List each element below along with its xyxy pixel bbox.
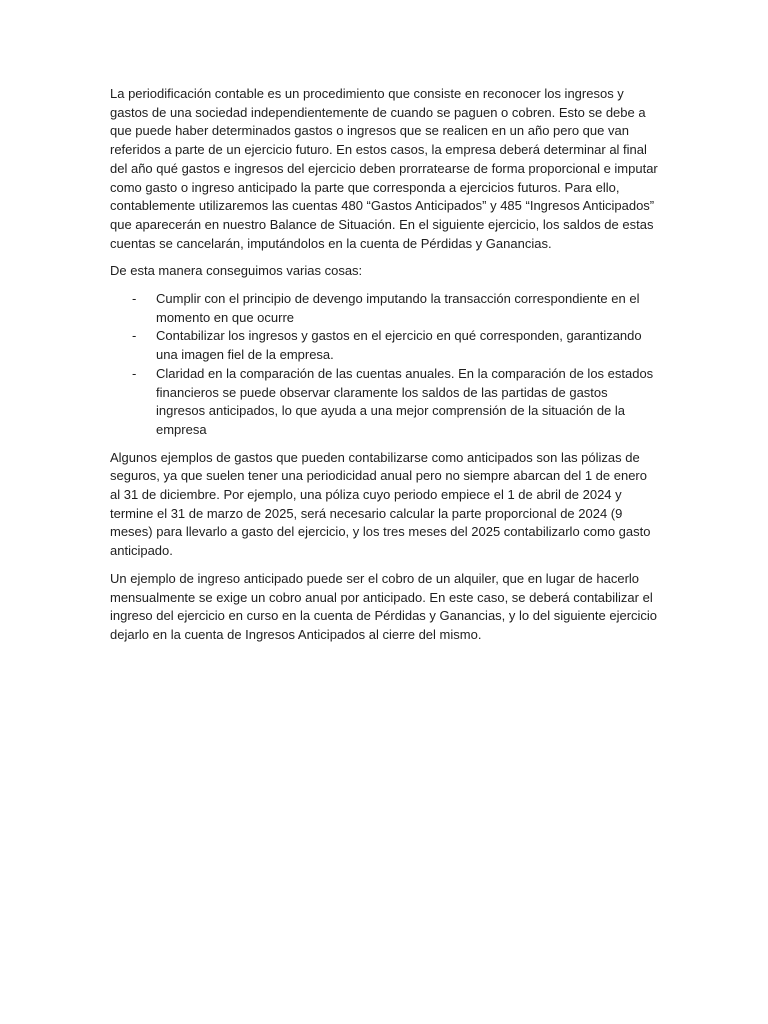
paragraph-gastos-example: Algunos ejemplos de gastos que pueden contabilizarse como anticipados son las pólizas de seguros, ya que suelen tener una periodicidad anual pero no siempre abarcan del 1 de enero al 31 de diciembre. Por ejemplo, una póliza cuyo periodo empiece el 1 de abril de 2024 y termine el 31 de marzo de 2025, será necesario calcular la parte proporcional de 2024 (9 meses) para llevarlo a gasto del ejercicio, y los tres meses del 2025 contabilizarlo como gasto anticipado. [110, 449, 651, 559]
list-item-text: Cumplir con el principio de devengo imputando la transacción correspondiente en el momento en que ocurre [156, 291, 640, 325]
bullet-dash: - [132, 291, 137, 307]
paragraph-lead: De esta manera conseguimos varias cosas: [110, 263, 363, 279]
paragraph-intro: La periodificación contable es un procedimiento que consiste en reconocer los ingresos y gastos de una sociedad independientemente de cuando se paguen o cobren. Esto se debe a que puede haber determinados gastos o ingresos que se realicen en un año pero que van referidos a parte de un ejercicio futuro. En estos casos, la empresa deberá determinar al final del año qué gastos e ingresos del ejercicio deben prorratearse de forma proporcional e imputar como gasto o ingreso anticipado la parte que corresponda a ejercicios futuros. Para ello, contablemente utilizaremos las cuentas 480 “Gastos Anticipados” y 485 “Ingresos Anticipados” que aparecerán en nuestro Balance de Situación. En el siguiente ejercicio, los saldos de estas cuentas se cancelarán, imputándolos en la cuenta de Pérdidas y Ganancias. [110, 86, 658, 251]
list-item-text: Contabilizar los ingresos y gastos en el ejercicio en qué corresponden, garantizando una imagen fiel de la empresa. [156, 328, 642, 363]
list-item [110, 365, 660, 440]
paragraph-ingreso-example: Un ejemplo de ingreso anticipado puede ser el cobro de un alquiler, que en lugar de hacerlo mensualmente se exige un cobro anual por anticipado. En este caso, se deberá contabilizar el ingreso del ejercicio en curso en la cuenta de Pérdidas y Ganancias, y lo del siguiente ejercicio dejarlo en la cuenta de Ingresos Anticipados al cierre del mismo. [110, 570, 658, 642]
bullet-list [110, 290, 660, 440]
list-item [110, 290, 660, 327]
list-item-text: Claridad en la comparación de las cuentas anuales. En la comparación de los estados financieros se puede observar claramente los saldos de las partidas de gastos ingresos anticipados, lo que ayuda a una mejor comprensión de la situación de la empresa [156, 365, 654, 437]
bullet-dash: - [132, 365, 137, 381]
list-item [110, 327, 660, 364]
bullet-dash: - [132, 328, 137, 344]
document-body [110, 85, 660, 654]
